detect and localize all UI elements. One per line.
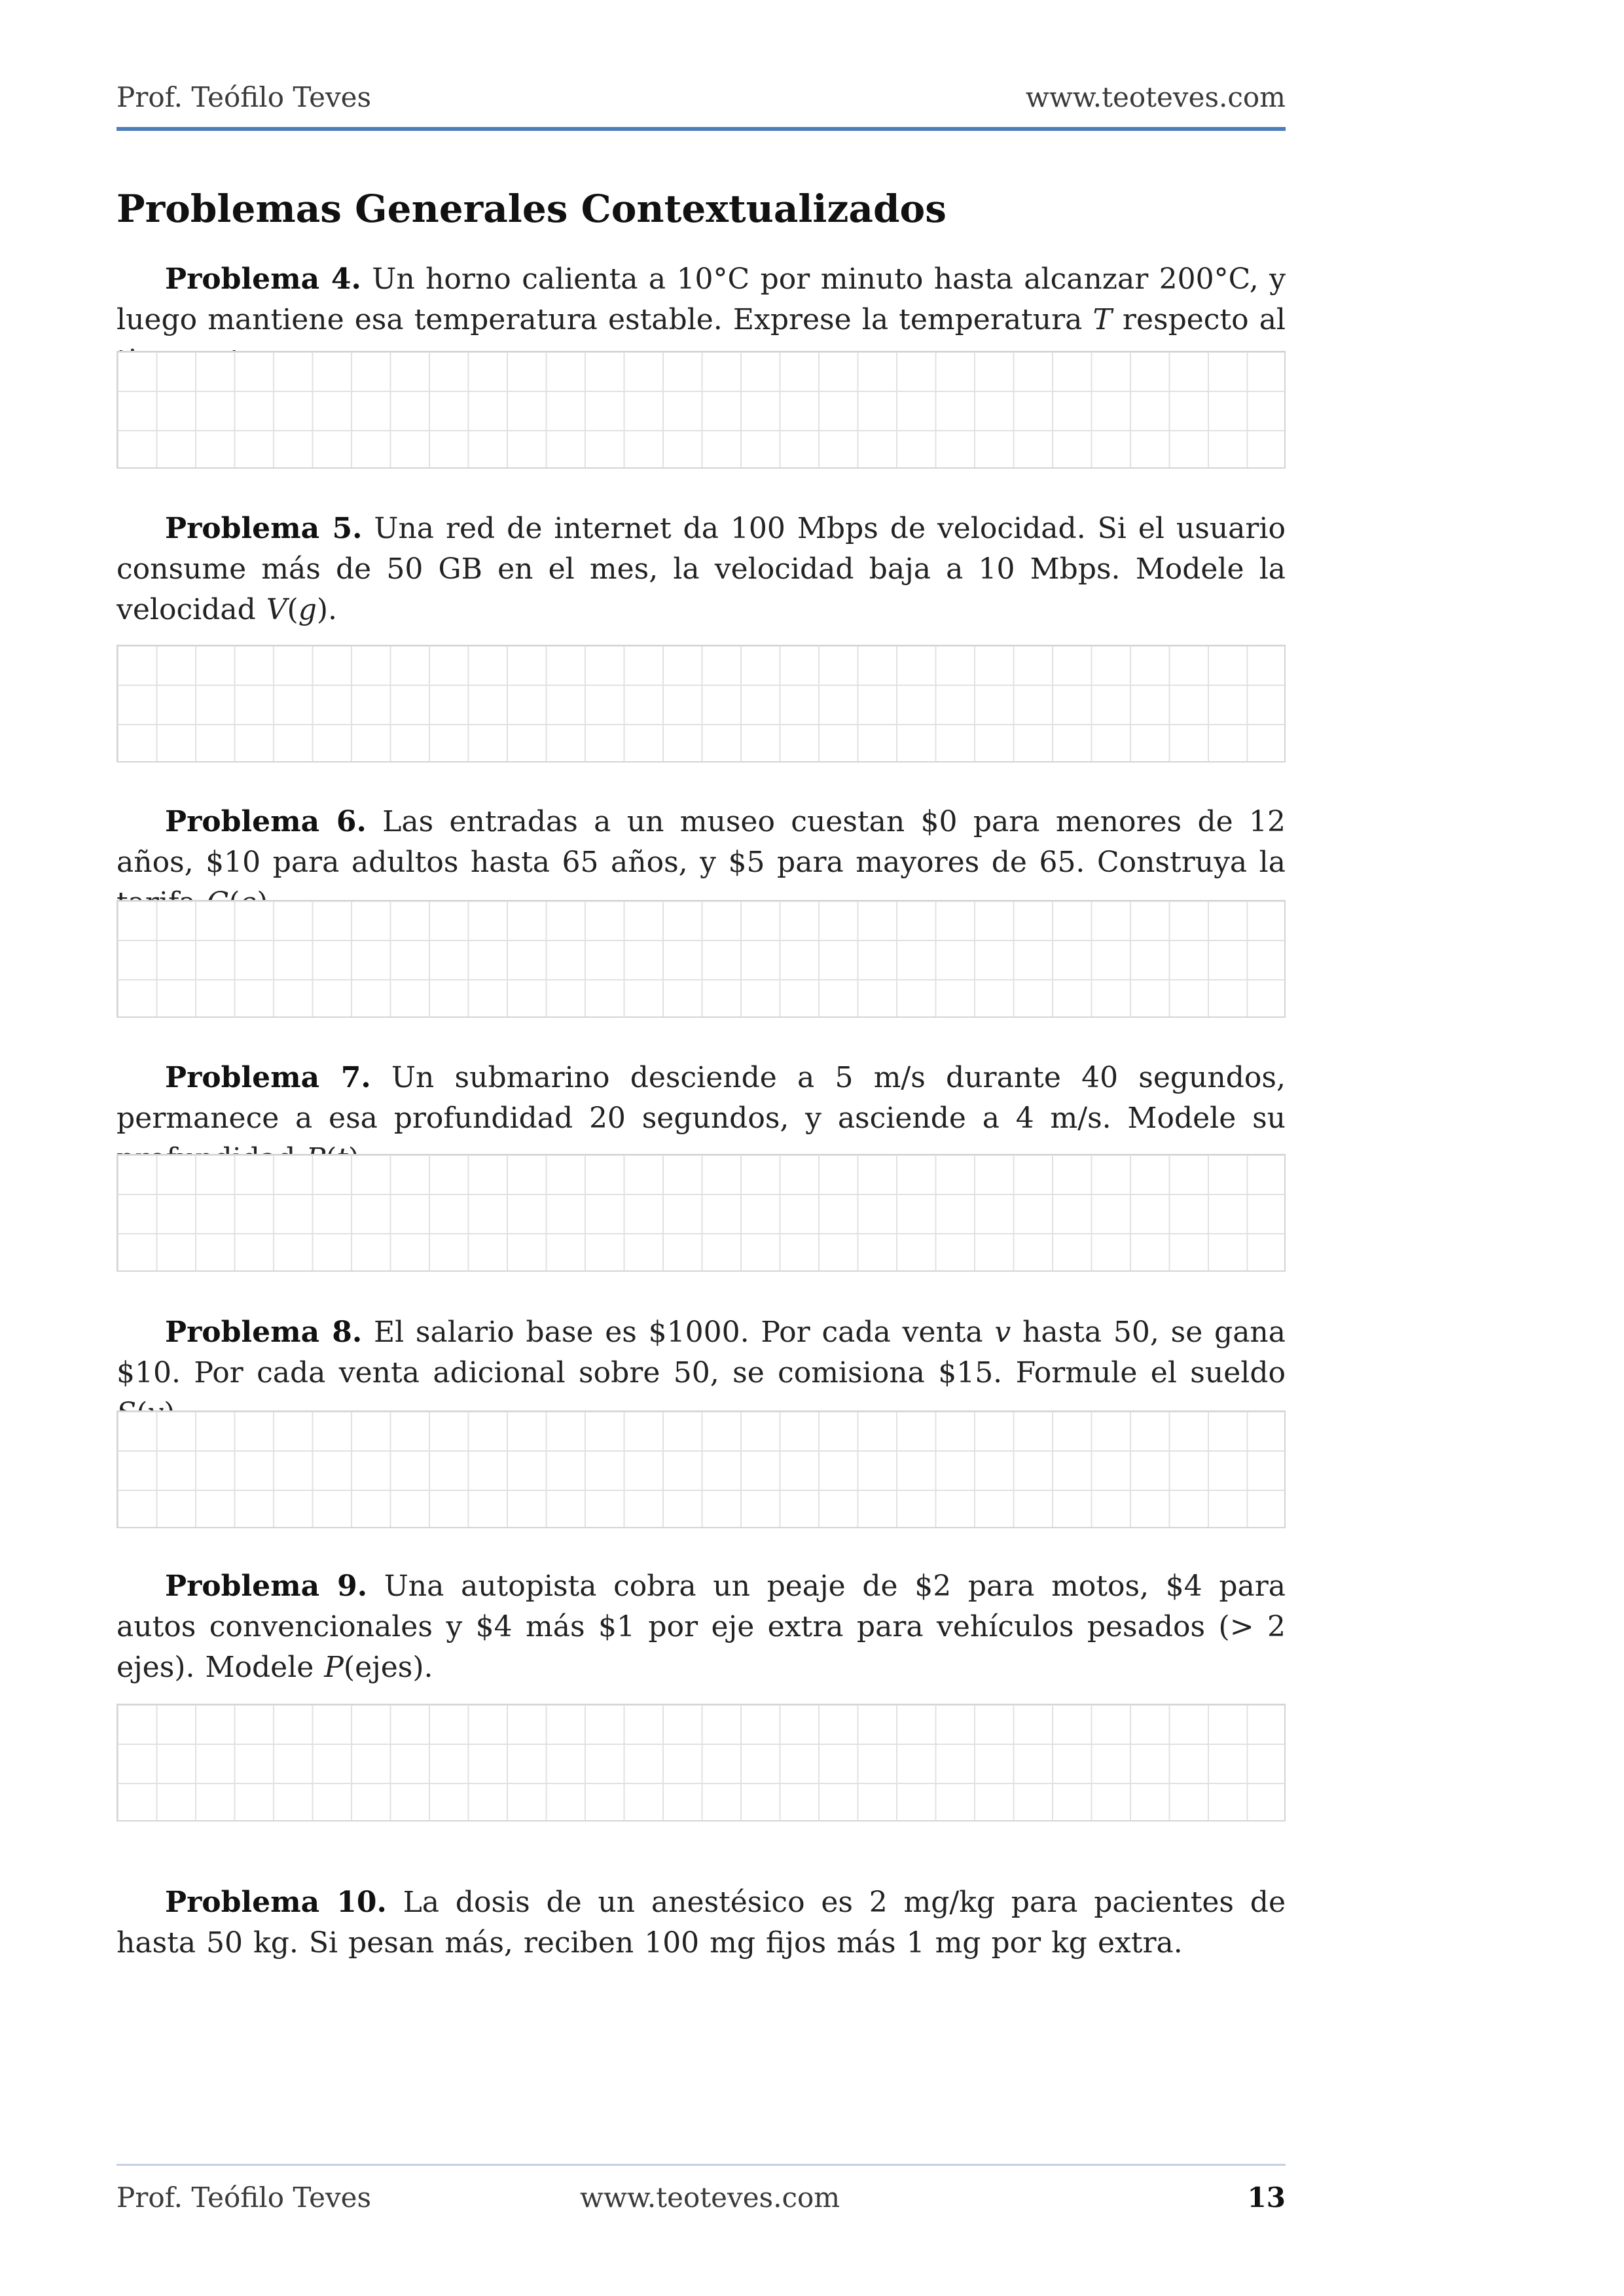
text-segment: (	[287, 593, 298, 626]
footer-rule	[117, 2164, 1286, 2166]
problem-label: Problema 10.	[165, 1886, 387, 1919]
answer-grid[interactable]	[117, 351, 1286, 469]
header-rule	[117, 127, 1286, 131]
answer-grid[interactable]	[117, 645, 1286, 762]
problem-text	[117, 509, 1286, 630]
text-segment: Las entradas a un museo cuestan $0 para menores de 12 años, $10 para adultos hasta 65 años, y $5 para mayores de 65. Construya la	[117, 805, 1286, 879]
answer-grid[interactable]	[117, 1704, 1286, 1821]
problem-10	[117, 1882, 1286, 1964]
section-title: Problemas Generales Contextualizados	[117, 187, 947, 231]
footer-website: www.teoteves.com	[580, 2181, 840, 2214]
answer-grid[interactable]	[117, 1154, 1286, 1272]
math-variable: v	[994, 1316, 1011, 1349]
header-website: www.teoteves.com	[1025, 81, 1286, 113]
text-segment: Una autopista cobra un peaje de $2 para motos, $4 para autos convencionales y $4 más $1 por eje extra para vehículos pesados (> 2 ejes). Modele	[117, 1570, 1286, 1684]
text-segment: ).	[316, 593, 338, 626]
answer-grid[interactable]	[117, 1410, 1286, 1528]
problem-label: Problema 6.	[165, 805, 367, 838]
problem-label: Problema 9.	[165, 1570, 368, 1603]
footer-author: Prof. Teófilo Teves	[117, 2181, 372, 2214]
page-number: 13	[1247, 2181, 1286, 2214]
text-segment: (ejes).	[343, 1651, 433, 1684]
page-header	[117, 81, 1286, 113]
math-variable: T	[1092, 303, 1112, 336]
problem-5	[117, 509, 1286, 630]
text-segment: La dosis de un anestésico es 2 mg/kg para pacientes de hasta 50 kg. Si pesan más, reciben 100 mg fijos más 1 mg por kg extra.	[117, 1886, 1286, 1960]
text-segment: Una red de internet da 100 Mbps de velocidad. Si el usuario consume más de 50 GB en el mes, la velocidad baja a 10 Mbps. Modele la velocidad	[117, 512, 1286, 626]
problem-9	[117, 1566, 1286, 1688]
text-segment: Un horno calienta a 10°C por minuto hasta alcanzar 200°C, y luego mantiene esa temperatura estable. Exprese la temperatura	[117, 262, 1286, 336]
problem-text	[117, 1566, 1286, 1688]
text-segment: respecto al	[1122, 303, 1286, 336]
math-variable: g	[298, 593, 317, 626]
math-variable: P	[324, 1651, 344, 1684]
problem-label: Problema 8.	[165, 1316, 363, 1349]
text-segment: hasta 50, se gana $10. Por cada venta adicional sobre 50, se comisiona $15. Formule el sueldo	[117, 1316, 1286, 1390]
math-variable: V	[266, 593, 287, 626]
problem-label: Problema 5.	[165, 512, 363, 545]
text-segment: El salario base es $1000. Por cada venta	[362, 1316, 995, 1349]
page-footer	[117, 2181, 1286, 2214]
answer-grid[interactable]	[117, 900, 1286, 1018]
problem-label: Problema 4.	[165, 262, 361, 296]
problem-label: Problema 7.	[165, 1061, 371, 1094]
problem-text	[117, 1882, 1286, 1964]
text-segment: Un submarino desciende a 5 m/s durante 40 segundos, permanece a esa profundidad 20 segundos, y asciende a 4 m/s. Modele su	[117, 1061, 1286, 1135]
header-author: Prof. Teófilo Teves	[117, 81, 372, 113]
